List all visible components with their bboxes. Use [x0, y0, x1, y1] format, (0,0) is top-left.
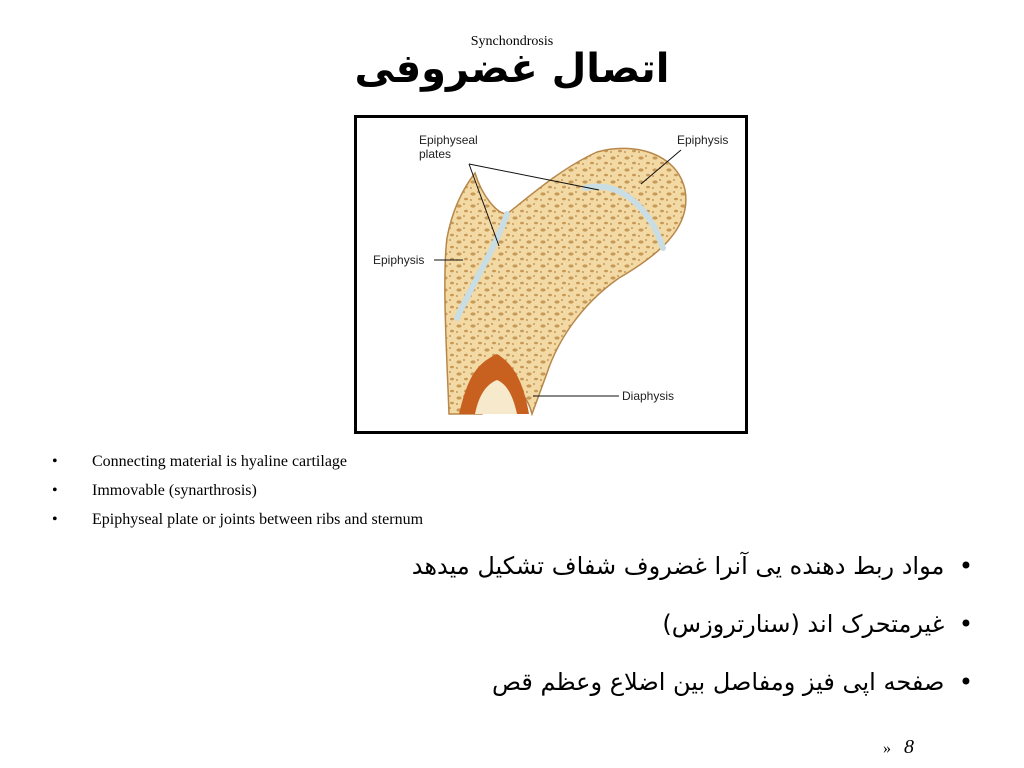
slide-subtitle: Synchondrosis	[470, 34, 554, 49]
bullet-text: صفحه اپی فیز ومفاصل بین اضلاع وعظم قص	[491, 668, 945, 696]
persian-bullet-item	[220, 662, 980, 720]
english-bullet-list	[52, 452, 752, 539]
label-epiphysis-left: Epiphysis	[373, 253, 425, 267]
slide-title: اتصال غضروفی	[354, 46, 670, 92]
bullet-text: Immovable (synarthrosis)	[92, 482, 257, 499]
bullet-text: مواد ربط دهنده یی آنرا غضروف شفاف تشکیل میدهد	[411, 552, 945, 580]
femur-illustration	[357, 118, 745, 431]
bullet-dot: •	[958, 668, 974, 696]
label-diaphysis: Diaphysis	[622, 389, 675, 403]
english-bullet-item	[52, 481, 752, 510]
english-bullet-item	[52, 510, 752, 539]
persian-bullet-item	[220, 604, 980, 662]
bullet-dot: •	[52, 453, 58, 470]
bullet-text: Epiphyseal plate or joints between ribs and sternum	[92, 511, 424, 528]
label-epiphysis-top: Epiphysis	[677, 133, 729, 147]
page-marker: »	[883, 740, 891, 757]
bullet-text: غیرمتحرک اند (سنارتروزس)	[662, 610, 945, 638]
label-epiphyseal-plates: Epiphyseal plates	[419, 133, 478, 161]
english-bullet-item	[52, 452, 752, 481]
bullet-text: Connecting material is hyaline cartilage	[92, 453, 348, 470]
persian-bullet-list	[220, 546, 980, 720]
bullet-dot: •	[958, 552, 974, 580]
bullet-dot: •	[52, 511, 58, 528]
page-number	[883, 736, 914, 759]
persian-bullet-item	[220, 546, 980, 604]
bullet-dot: •	[958, 610, 974, 638]
bone-diagram	[354, 115, 748, 434]
bullet-dot: •	[52, 482, 58, 499]
page-number-value: 8	[904, 736, 914, 758]
